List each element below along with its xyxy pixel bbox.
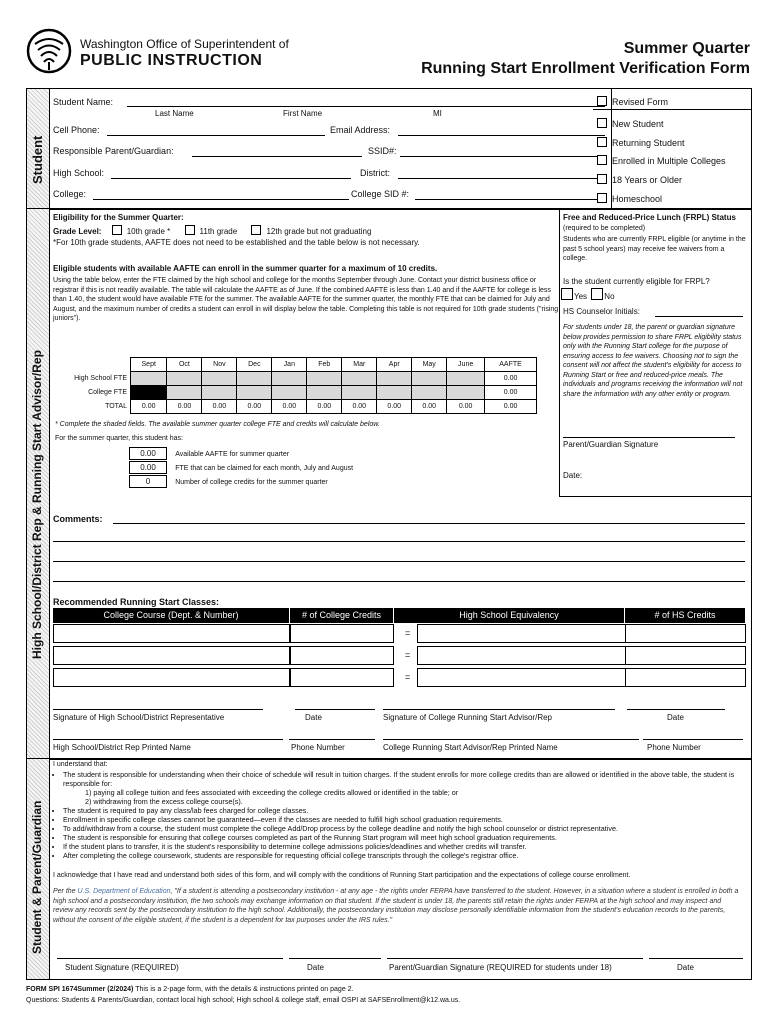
- month-header: May: [412, 358, 447, 372]
- hs-rep-name-label: High School/District Rep Printed Name: [53, 743, 191, 752]
- checkbox-label: Enrolled in Multiple Colleges: [612, 156, 726, 166]
- fte-input[interactable]: [342, 386, 377, 400]
- hs-rep-signature-field[interactable]: [53, 709, 263, 710]
- credits-input[interactable]: [290, 668, 394, 687]
- college-sid-label: College SID #:: [351, 189, 410, 199]
- email-field[interactable]: [398, 135, 605, 136]
- parent-agreement-signature-label: Parent/Guardian Signature (REQUIRED for students under 18): [389, 963, 612, 972]
- summer-row-credits: [129, 475, 328, 488]
- total-value: 0.00: [237, 400, 272, 414]
- student-divider: [611, 89, 612, 209]
- parent-date-label: Date: [677, 963, 694, 972]
- district-field[interactable]: [398, 178, 605, 179]
- month-header: Jan: [272, 358, 307, 372]
- fte-input[interactable]: [307, 372, 342, 386]
- email-label: Email Address:: [330, 125, 391, 135]
- equivalency-input[interactable]: [417, 668, 626, 687]
- aafte-header: AAFTE: [485, 358, 537, 372]
- blocked-cell: [131, 386, 167, 400]
- ssid-label: SSID#:: [368, 146, 397, 156]
- total-value: 0.00: [447, 400, 485, 414]
- comments-label: Comments:: [53, 514, 103, 524]
- eligibility-title: Eligibility for the Summer Quarter:: [53, 213, 184, 222]
- bullet-item: [63, 770, 743, 806]
- bullet-item: • After completing the college coursework, students are responsible for requesting official college transcripts through the college's registrar office.: [63, 851, 743, 860]
- grade11-option[interactable]: [185, 227, 238, 236]
- summer-row-aafte: [129, 447, 289, 460]
- fte-input[interactable]: [377, 386, 412, 400]
- fte-input[interactable]: [237, 372, 272, 386]
- form-note: This is a 2-page form, with the details & instructions printed on page 2.: [133, 986, 354, 993]
- acknowledge-text: I acknowledge that I have read and understand both sides of this form, and will comply with the conditions of Running Start participation and the expectations of college course enrollment.: [53, 872, 631, 879]
- frpl-yes-no: [561, 288, 615, 301]
- fte-input[interactable]: [237, 386, 272, 400]
- comments-line-3[interactable]: [53, 561, 745, 562]
- credits-input[interactable]: [290, 646, 394, 665]
- checkbox-icon: [597, 174, 607, 184]
- fte-input[interactable]: [377, 372, 412, 386]
- fte-input[interactable]: [202, 372, 237, 386]
- total-value: 0.00: [342, 400, 377, 414]
- total-row: [59, 400, 537, 414]
- summer-row-monthly: [129, 461, 353, 474]
- month-header: Sept: [131, 358, 167, 372]
- summer-value-label: FTE that can be claimed for each month, July and August: [175, 465, 354, 472]
- comments-line-1[interactable]: [113, 523, 745, 524]
- ferpa-text: [53, 887, 743, 925]
- hs-credits-input[interactable]: [625, 624, 746, 643]
- grade-note: *For 10th grade students, AAFTE does not need to be established and the table below is not necessary.: [53, 238, 420, 247]
- frpl-title: Free and Reduced-Price Lunch (FRPL) Status: [563, 213, 736, 222]
- sub-item-1: 1) paying all college tuition and fees associated with exceeding the college credits allowed or identified in the table; or: [85, 788, 459, 797]
- college-rep-phone-field[interactable]: [643, 739, 743, 740]
- revised-form-checkbox[interactable]: [597, 96, 668, 107]
- summer-value-label: Number of college credits for the summer quarter: [175, 479, 328, 486]
- fte-input[interactable]: [412, 372, 447, 386]
- frpl-no-label: No: [604, 292, 615, 301]
- checkbox-label: Revised Form: [612, 97, 669, 107]
- fte-input[interactable]: [342, 372, 377, 386]
- ssid-field[interactable]: [400, 156, 605, 157]
- checkbox-label: New Student: [612, 119, 664, 129]
- bullet-item: • The student is required to pay any class/lab fees charged for college classes.: [63, 806, 743, 815]
- total-value: 0.00: [272, 400, 307, 414]
- frpl-no-checkbox[interactable]: [591, 288, 603, 300]
- total-value: 0.00: [167, 400, 202, 414]
- multiple-colleges-checkbox[interactable]: [597, 155, 726, 166]
- month-header: Dec: [237, 358, 272, 372]
- equals-sign: =: [405, 650, 411, 660]
- student-signature-field[interactable]: [57, 958, 283, 959]
- college-rep-date-label: Date: [667, 713, 684, 722]
- frpl-divider: [559, 209, 560, 496]
- frpl-yes-checkbox[interactable]: [561, 288, 573, 300]
- table-corner: [59, 358, 131, 372]
- fte-input[interactable]: [447, 372, 485, 386]
- grade12-option[interactable]: [251, 227, 371, 236]
- frpl-yes-label: Yes: [574, 292, 588, 301]
- homeschool-checkbox[interactable]: [597, 193, 662, 204]
- bullet-item: • Enrollment in specific college classes cannot be guaranteed—even if the classes are needed to fulfill high school graduation requirements.: [63, 815, 743, 824]
- form-id: FORM SPI 1674Summer (2/2024): [26, 986, 134, 993]
- hs-rep-date-field[interactable]: [295, 709, 375, 710]
- student-date-field[interactable]: [289, 958, 381, 959]
- college-sid-field[interactable]: [415, 199, 605, 200]
- month-header: Nov: [202, 358, 237, 372]
- college-rep-phone-label: Phone Number: [647, 743, 701, 752]
- agreement-section-label: Student & Parent/Guardian: [30, 800, 44, 954]
- ferpa-quote: , "If a student is attending a postsecondary institution - at any age - the rights under FERPA have transferred to the student. However, in a situation where a student is enrolled in both a high school and a postsecondary institution, the two schools may exchange information on that student. If the student is under 18, the parents still retain the rights under FERPA at the high school and may inspect and review any records sent by the postsecondary institution to the high school. Additionally, the postsecondary institution may disclose personally identifiable information from the student's education records to the parents, without the consent of the eligible student, if the student is a dependent for tax purposes under the IRS rules.": [53, 888, 739, 924]
- parent-signature-label: Parent/Guardian Signature: [563, 440, 659, 449]
- cell-phone-field[interactable]: [107, 135, 325, 136]
- college-fte-label: College FTE: [88, 389, 127, 396]
- frpl-description: Students who are currently FRPL eligible (or anytime in the past 5 school years) may receive fee waivers from a college.: [563, 236, 746, 262]
- ospi-logo: [26, 28, 72, 74]
- form-id-line: [26, 986, 354, 993]
- grade10-option[interactable]: [112, 227, 171, 236]
- student-name-field[interactable]: [127, 106, 605, 107]
- month-header: Feb: [307, 358, 342, 372]
- student-section: [26, 88, 752, 210]
- fte-input[interactable]: [272, 386, 307, 400]
- credits-input[interactable]: [290, 624, 394, 643]
- course-input[interactable]: [53, 624, 290, 643]
- classes-title: Recommended Running Start Classes:: [53, 597, 220, 607]
- grade-level-label: Grade Level:: [53, 227, 102, 236]
- total-label: TOTAL: [105, 403, 127, 410]
- hs-rep-phone-label: Phone Number: [291, 743, 345, 752]
- mi-caption: MI: [433, 109, 442, 118]
- summer-value-label: Available AAFTE for summer quarter: [175, 451, 290, 458]
- district-label: District:: [360, 168, 390, 178]
- fte-input[interactable]: [202, 386, 237, 400]
- frpl-required: (required to be completed): [563, 225, 646, 232]
- fte-input[interactable]: [131, 372, 167, 386]
- summer-value-box: 0.00: [129, 447, 167, 460]
- hs-fte-row: [59, 372, 537, 386]
- comments-line-4[interactable]: [53, 581, 745, 582]
- fte-input[interactable]: [272, 372, 307, 386]
- equivalency-input[interactable]: [417, 624, 626, 643]
- eligible-title: Eligible students with available AAFTE can enroll in the summer quarter for a maximum of 10 credits.: [53, 264, 438, 273]
- fte-input[interactable]: [167, 386, 202, 400]
- total-value: 0.00: [131, 400, 167, 414]
- college-rep-name-label: College Running Start Advisor/Rep Printed Name: [383, 743, 558, 752]
- counselor-initials-label: HS Counselor Initials:: [563, 307, 640, 316]
- checkbox-icon: [251, 225, 261, 235]
- agreement-section: [26, 758, 752, 980]
- hs-rep-date-label: Date: [305, 713, 322, 722]
- total-value: 0.00: [412, 400, 447, 414]
- student-date-label: Date: [307, 963, 324, 972]
- total-value: 0.00: [307, 400, 342, 414]
- fte-input[interactable]: [307, 386, 342, 400]
- aafte-table: [59, 357, 537, 414]
- bullet-item: • The student is responsible for ensuring that college courses completed as part of the Running Start program will meet high school graduation requirements.: [63, 833, 743, 842]
- form-title-line1: Summer Quarter: [623, 40, 750, 57]
- bullet-item: • To add/withdraw from a course, the student must complete the college Add/Drop process by the college deadline and notify the high school counselor or district representative.: [63, 824, 743, 833]
- college-course-header: College Course (Dept. & Number): [53, 608, 289, 623]
- hs-aafte-value: 0.00: [485, 372, 537, 386]
- college-fte-row: [59, 386, 537, 400]
- checkbox-label: 18 Years or Older: [612, 175, 683, 185]
- parent-guardian-field[interactable]: [192, 156, 362, 157]
- month-header: Apr: [377, 358, 412, 372]
- questions-line: Questions: Students & Parents/Guardian, contact local high school; High school & college staff, email OSPI at SAFSEnrollment@k12.wa.us.: [26, 997, 461, 1004]
- frpl-date-label: Date:: [563, 471, 583, 480]
- student-signature-label: Student Signature (REQUIRED): [65, 963, 179, 972]
- grade11-label: 11th grade: [199, 227, 238, 236]
- month-header: Oct: [167, 358, 202, 372]
- hs-credits-header: # of HS Credits: [625, 608, 745, 623]
- checkbox-icon: [597, 137, 607, 147]
- high-school-label: High School:: [53, 168, 105, 178]
- bullet-item: • If the student plans to transfer, it is the student's responsibility to determine college admissions policies/deadlines and whether credits will transfer.: [63, 842, 743, 851]
- equals-sign: =: [405, 628, 411, 638]
- hs-rep-name-field[interactable]: [53, 739, 283, 740]
- college-rep-signature-label: Signature of College Running Start Advisor/Rep: [383, 713, 552, 722]
- checkbox-icon: [597, 193, 607, 203]
- eligible-instructions: Using the table below, enter the FTE claimed by the high school and college for the months September through June. Contact your district business office or registrar if this is not readily available. The table will calculate the AAFTE as of June. If the combined AAFTE is less than 1.40 and if the AAFTE for college is less than 1.40, the student would have available FTE for the summer. The available AAFTE for the summer quarter, the monthly FTE that can be claimed for July and August, and the maximum number of credits a student can enroll in will display below the table. Completing this table is not required for 10th grade students ("rising juniors").: [53, 277, 559, 322]
- hs-credits-input[interactable]: [625, 646, 746, 665]
- fte-input[interactable]: [447, 386, 485, 400]
- over-18-checkbox[interactable]: [597, 174, 682, 185]
- bullet-text: The student is responsible for understanding when their choice of schedule will result in tuition charges. If the student enrolls for more college credits than are allowed or identified in the above table, the student is responsible for:: [63, 770, 735, 788]
- student-section-label: Student: [30, 135, 45, 184]
- hs-equivalency-header: High School Equivalency: [394, 608, 624, 623]
- checkbox-icon: [597, 96, 607, 106]
- college-rep-date-field[interactable]: [627, 709, 725, 710]
- table-header-row: [59, 358, 537, 372]
- college-aafte-value: 0.00: [485, 386, 537, 400]
- frpl-question: Is the student currently eligible for FRPL?: [563, 277, 710, 286]
- student-sidebar: [27, 89, 50, 209]
- agency-name-line1: Washington Office of Superintendent of: [80, 37, 289, 51]
- table-note: * Complete the shaded fields. The available summer quarter college FTE and credits will calculate below.: [55, 421, 380, 428]
- checkbox-icon: [597, 155, 607, 165]
- frpl-bottom-border: [559, 496, 751, 497]
- grade12-label: 12th grade but not graduating: [266, 227, 372, 236]
- course-input[interactable]: [53, 668, 290, 687]
- summer-value-box: 0.00: [129, 461, 167, 474]
- first-name-caption: First Name: [283, 109, 323, 118]
- frpl-consent-text: For students under 18, the parent or guardian signature below provides permission to share FRPL eligibility status only with the Running Start college for the purpose of ensuring access to fee waivers. Choosing not to sign the consent will not affect the student's eligibility for access to Running Start or free and reduced-price meals. The individuals and programs receiving the information will not share the information with any other entity or program.: [563, 324, 743, 398]
- hs-sidebar: [27, 209, 50, 759]
- summer-intro: For the summer quarter, this student has:: [55, 435, 184, 442]
- month-header: Mar: [342, 358, 377, 372]
- total-aafte-value: 0.00: [485, 400, 537, 414]
- college-credits-header: # of College Credits: [290, 608, 393, 623]
- returning-student-checkbox[interactable]: [597, 137, 685, 148]
- month-header: June: [447, 358, 485, 372]
- sub-item-2: 2) withdrawing from the excess college course(s).: [85, 797, 243, 806]
- summer-value-box: 0: [129, 475, 167, 488]
- parent-agreement-signature-field[interactable]: [387, 958, 643, 959]
- parent-signature-field[interactable]: [563, 437, 735, 438]
- agency-name-line2: PUBLIC INSTRUCTION: [80, 52, 263, 69]
- checkbox-label: Homeschool: [612, 194, 663, 204]
- equals-sign: =: [405, 672, 411, 682]
- equivalency-input[interactable]: [417, 646, 626, 665]
- grade10-label: 10th grade *: [126, 227, 171, 236]
- new-student-checkbox[interactable]: [597, 118, 664, 129]
- student-name-label: Student Name:: [53, 97, 114, 107]
- agreement-sidebar: [27, 759, 50, 979]
- total-value: 0.00: [377, 400, 412, 414]
- us-doe-link[interactable]: U.S. Department of Education: [77, 888, 171, 895]
- parent-guardian-label: Responsible Parent/Guardian:: [53, 146, 174, 156]
- college-field[interactable]: [93, 199, 349, 200]
- ferpa-prefix: Per the: [53, 888, 78, 895]
- hs-district-section: [26, 208, 752, 760]
- checkbox-icon: [112, 225, 122, 235]
- agreement-bullets: [53, 770, 743, 860]
- grade-level-row: [53, 225, 371, 236]
- course-input[interactable]: [53, 646, 290, 665]
- total-value: 0.00: [202, 400, 237, 414]
- high-school-field[interactable]: [111, 178, 351, 179]
- hs-credits-input[interactable]: [625, 668, 746, 687]
- last-name-caption: Last Name: [155, 109, 194, 118]
- parent-date-field[interactable]: [649, 958, 743, 959]
- hs-rep-phone-field[interactable]: [289, 739, 375, 740]
- hs-rep-signature-label: Signature of High School/District Representative: [53, 713, 225, 722]
- comments-line-2[interactable]: [53, 541, 745, 542]
- counselor-initials-field[interactable]: [655, 316, 743, 317]
- college-rep-name-field[interactable]: [383, 739, 639, 740]
- college-label: College:: [53, 189, 87, 199]
- fte-input[interactable]: [412, 386, 447, 400]
- college-rep-signature-field[interactable]: [383, 709, 615, 710]
- checkbox-divider: [593, 109, 751, 110]
- fte-input[interactable]: [167, 372, 202, 386]
- hs-fte-label: High School FTE: [74, 375, 127, 382]
- checkbox-label: Returning Student: [612, 138, 685, 148]
- cell-phone-label: Cell Phone:: [53, 125, 100, 135]
- checkbox-icon: [597, 118, 607, 128]
- checkbox-icon: [185, 225, 195, 235]
- hs-section-label: High School/District Rep & Running Start Advisor/Rep: [30, 350, 44, 659]
- agreement-intro: I understand that:: [53, 761, 108, 768]
- form-title-line2: Running Start Enrollment Verification Form: [421, 60, 750, 77]
